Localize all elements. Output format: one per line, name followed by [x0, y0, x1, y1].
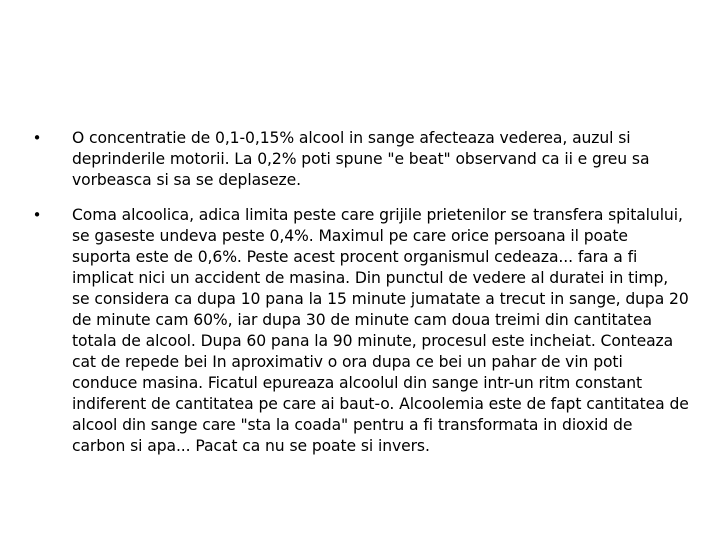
bullet-item-2: [30, 205, 690, 457]
bullet-list: [30, 128, 690, 471]
bullet-text-2: Coma alcoolica, adica limita peste care grijile prietenilor se transfera spitalului, se gaseste undeva peste 0,4%. Maximul pe care orice persoana il poate suporta este de 0,6%. Peste acest procent organismul cedeaza... fara a fi implicat nici un accident de masina. Din punctul de vedere al duratei in timp, se considera ca dupa 10 pana la 15 minute jumatate a trecut in sange, dupa 20 de minute cam 60%, iar dupa 30 de minute cam doua treimi din cantitatea totala de alcool. Dupa 60 pana la 90 minute, procesul este incheiat. Conteaza cat de repede bei In aproximativ o ora dupa ce bei un pahar de vin poti conduce masina. Ficatul epureaza alcoolul din sange intr-un ritm constant indiferent de cantitatea pe care ai baut-o. Alcoolemia este de fapt cantitatea de alcool din sange care "sta la coada" pentru a fi transformata in dioxid de carbon si apa... Pacat ca nu se poate si invers.: [72, 206, 689, 455]
bullet-marker-icon: •: [32, 129, 42, 147]
bullet-text-1: O concentratie de 0,1-0,15% alcool in sange afecteaza vederea, auzul si deprinderile motorii. La 0,2% poti spune "e beat" observand ca ii e greu sa vorbeasca si sa se deplaseze.: [72, 129, 650, 189]
bullet-item-1: [30, 128, 690, 191]
bullet-marker-icon: •: [32, 206, 42, 224]
